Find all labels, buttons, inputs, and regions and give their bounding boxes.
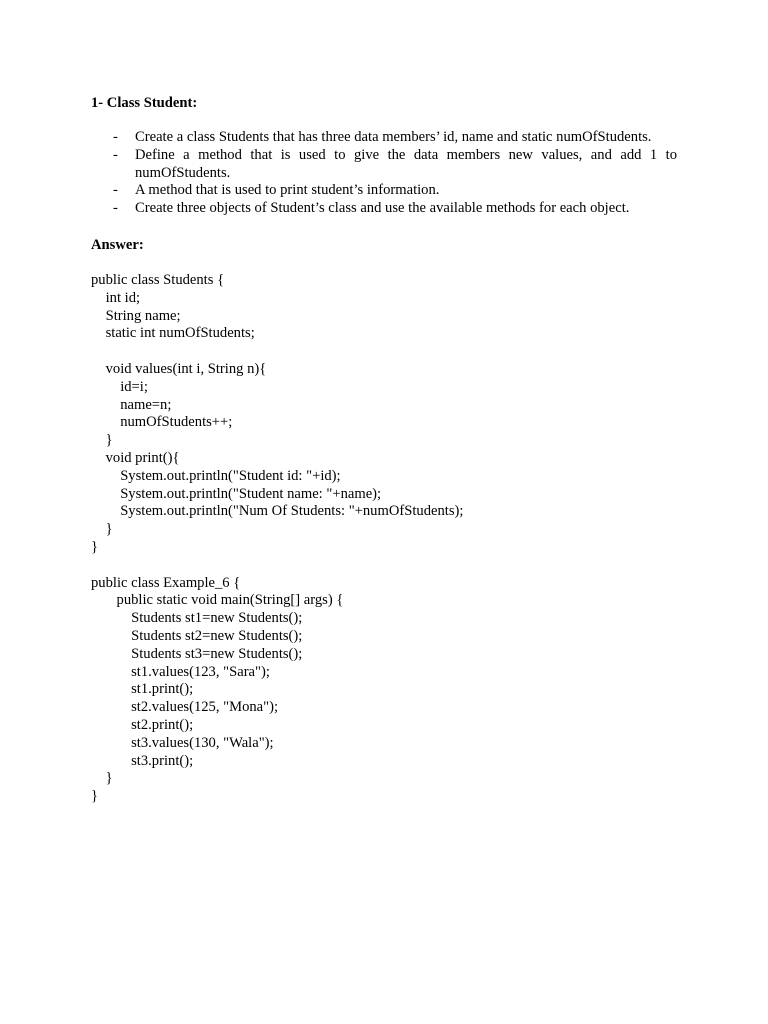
list-item bbox=[91, 129, 677, 147]
code-line: public static void main(String[] args) { bbox=[91, 592, 344, 609]
code-line: } bbox=[91, 521, 113, 538]
code-line: int id; bbox=[91, 289, 141, 306]
code-line: st3.print(); bbox=[91, 752, 194, 769]
code-line: void print(){ bbox=[91, 449, 180, 466]
bullet-marker: - bbox=[113, 146, 118, 163]
bullet-marker: - bbox=[113, 182, 118, 199]
code-line: Students st1=new Students(); bbox=[91, 610, 303, 627]
code-line: id=i; bbox=[91, 378, 148, 395]
code-line: public class Example_6 { bbox=[91, 574, 241, 591]
list-item bbox=[91, 147, 677, 183]
list-item bbox=[91, 182, 677, 200]
code-line: public class Students { bbox=[91, 272, 225, 288]
requirements-list bbox=[91, 129, 677, 218]
section-heading: 1- Class Student: bbox=[91, 95, 198, 111]
code-line: void values(int i, String n){ bbox=[91, 360, 267, 377]
bullet-marker: - bbox=[113, 200, 118, 217]
code-line: String name; bbox=[91, 307, 181, 324]
code-line: } bbox=[91, 770, 113, 787]
code-line bbox=[91, 557, 463, 575]
answer-label: Answer: bbox=[91, 237, 144, 253]
code-line: System.out.println("Num Of Students: "+numOfStudents); bbox=[91, 503, 464, 520]
code-block bbox=[91, 272, 463, 806]
list-item-text: A method that is used to print student’s information. bbox=[135, 182, 440, 199]
code-line: } bbox=[91, 538, 99, 555]
bullet-marker: - bbox=[113, 129, 118, 145]
code-line: Students st2=new Students(); bbox=[91, 627, 303, 644]
list-item bbox=[91, 200, 677, 218]
code-line: st1.values(123, "Sara"); bbox=[91, 663, 270, 680]
code-line: st3.values(130, "Wala"); bbox=[91, 734, 274, 751]
code-line: Students st3=new Students(); bbox=[91, 645, 303, 662]
code-line: numOfStudents++; bbox=[91, 414, 233, 431]
list-item-text: Define a method that is used to give the data members new values, and add 1 to numOfStudents. bbox=[135, 146, 677, 181]
code-line: st2.values(125, "Mona"); bbox=[91, 699, 279, 716]
list-item-text: Create three objects of Student’s class and use the available methods for each object. bbox=[135, 200, 630, 217]
list-item-text: Create a class Students that has three data members’ id, name and static numOfStudents. bbox=[135, 129, 652, 145]
code-line: System.out.println("Student name: "+name); bbox=[91, 485, 382, 502]
code-line: st1.print(); bbox=[91, 681, 194, 698]
code-line: } bbox=[91, 788, 99, 805]
code-line: st2.print(); bbox=[91, 716, 194, 733]
code-line: name=n; bbox=[91, 396, 172, 413]
code-line bbox=[91, 343, 463, 361]
code-line: static int numOfStudents; bbox=[91, 325, 255, 342]
code-line: System.out.println("Student id: "+id); bbox=[91, 467, 341, 484]
code-line: } bbox=[91, 432, 113, 449]
